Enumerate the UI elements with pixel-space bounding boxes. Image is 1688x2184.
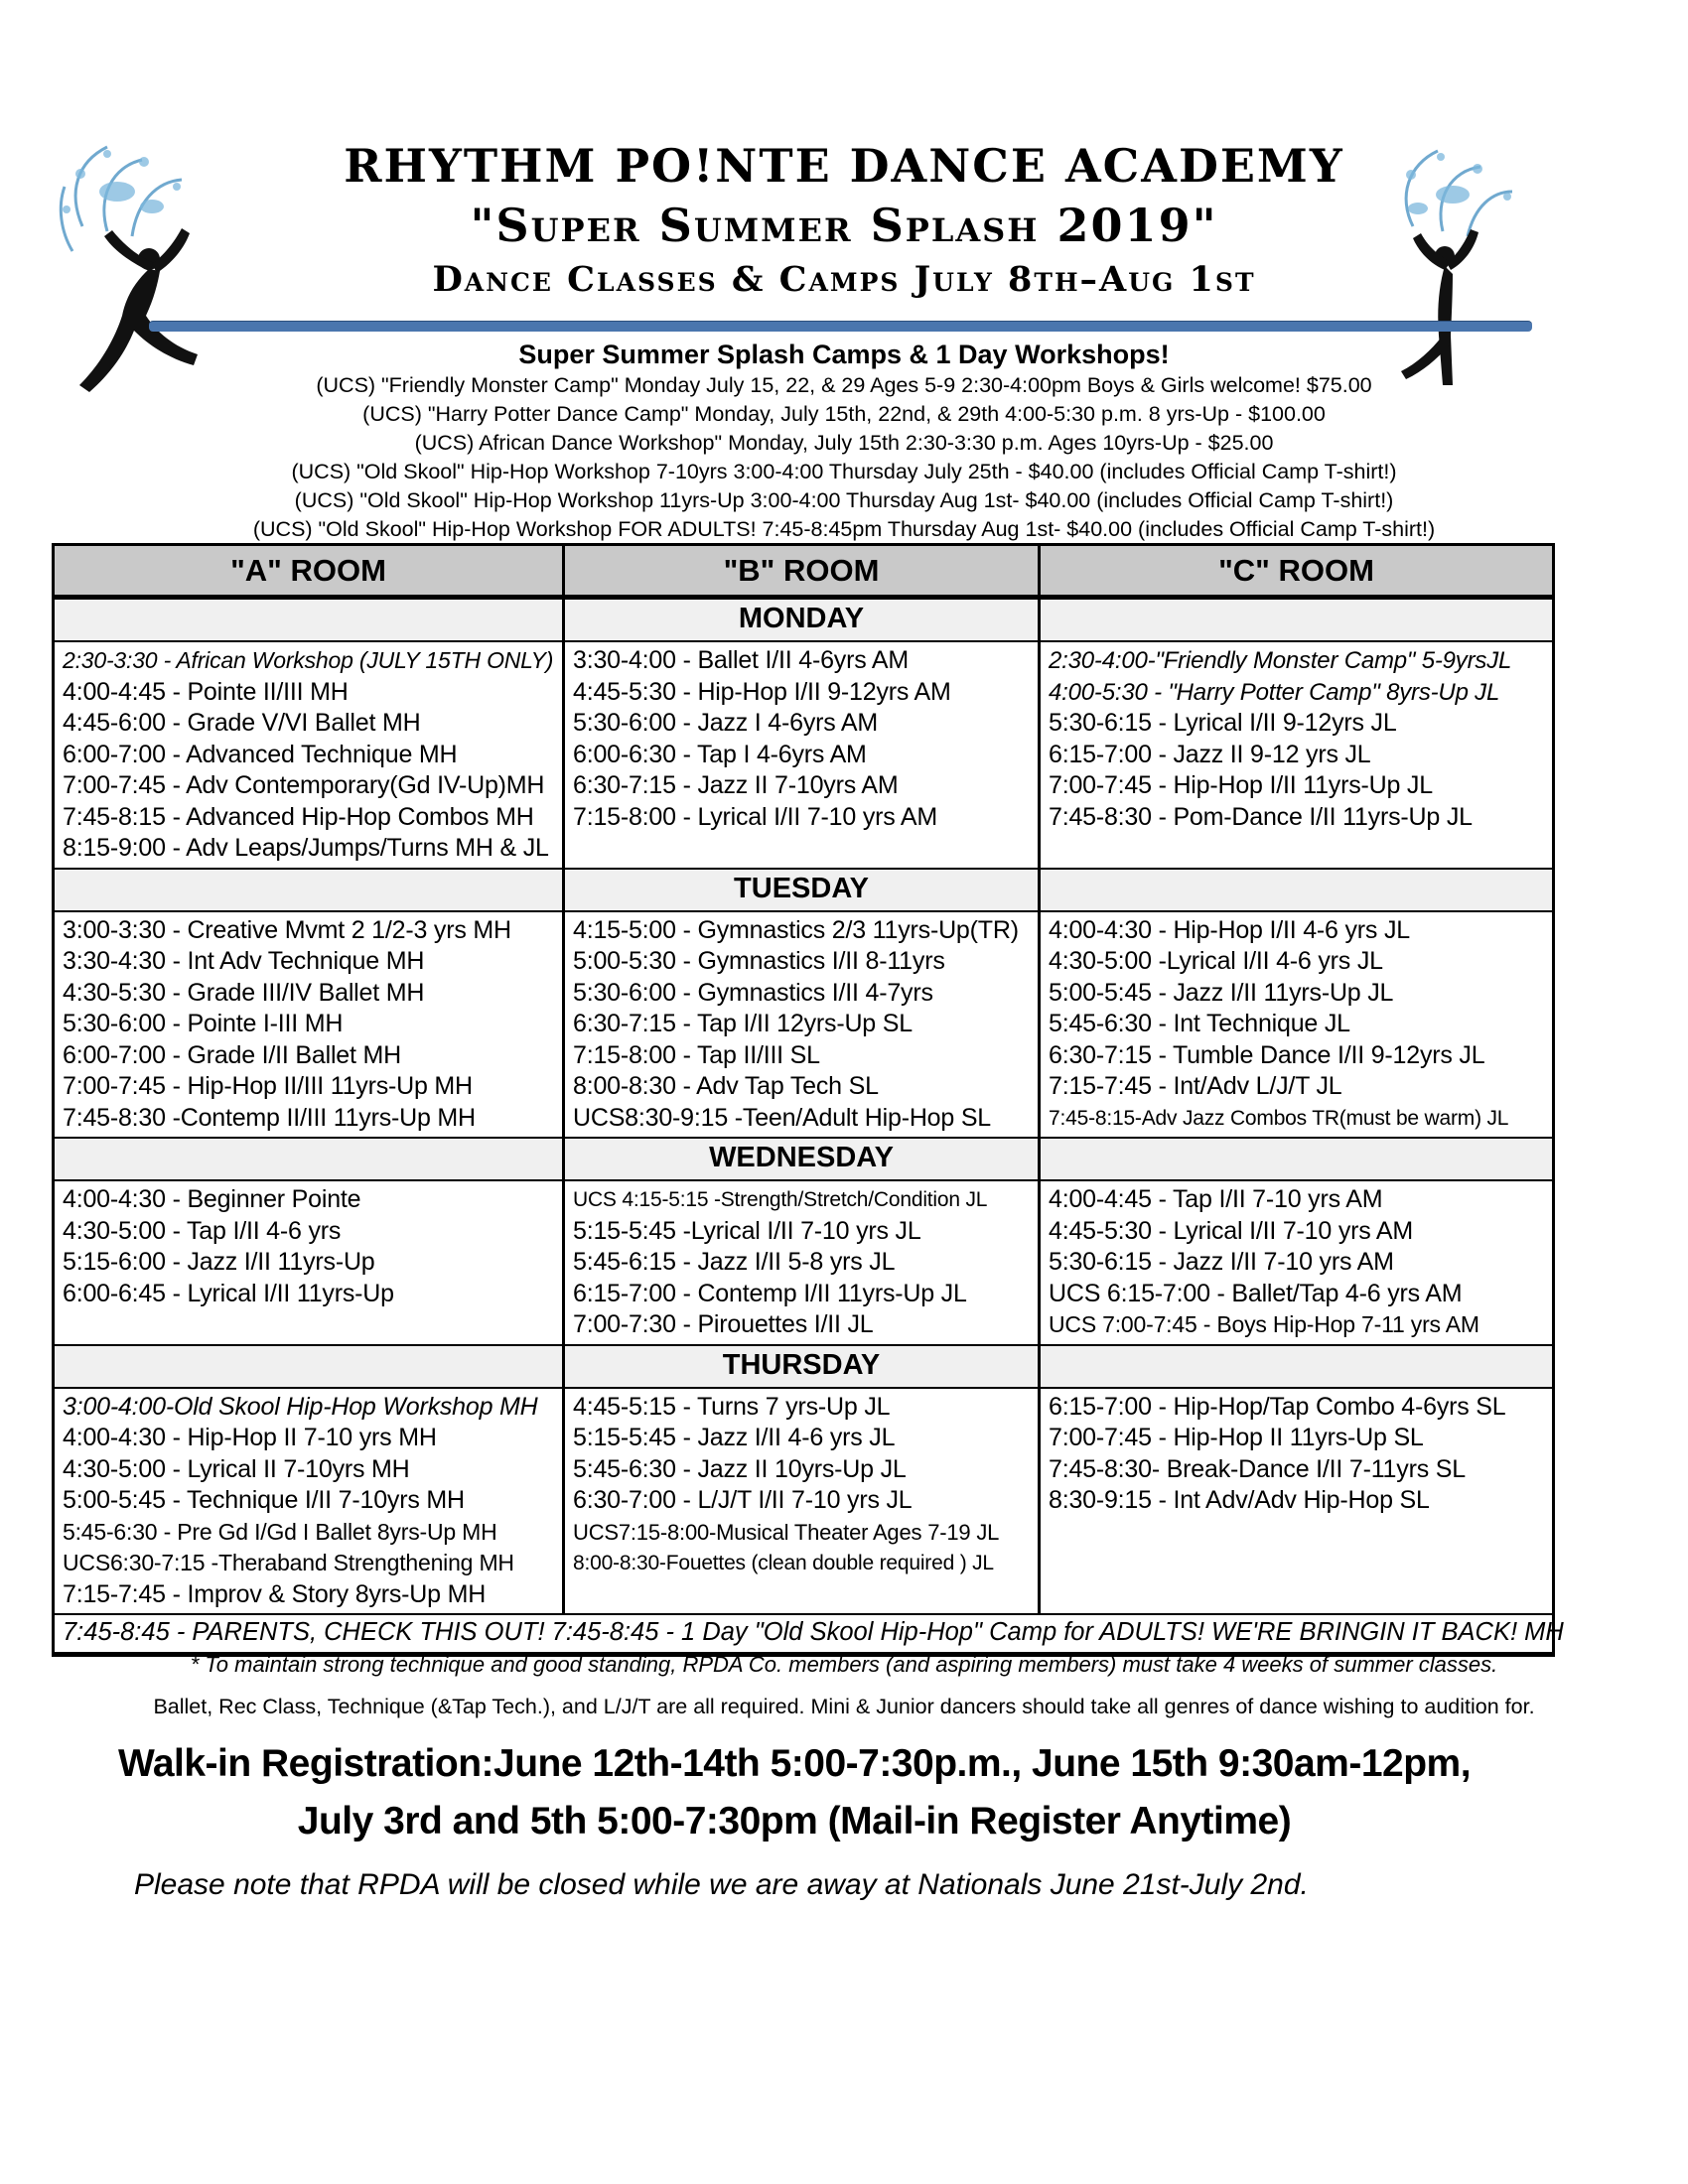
class-entry: 7:00-7:45 - Adv Contemporary(Gd IV-Up)MH [63,771,545,799]
class-entry: 4:45-5:15 - Turns 7 yrs-Up JL [573,1392,891,1421]
class-entry: 4:00-4:45 - Tap I/II 7-10 yrs AM [1049,1185,1383,1213]
camp-info-line: (UCS) "Old Skool" Hip-Hop Workshop FOR ADULTS! 7:45-8:45pm Thursday Aug 1st- $40.00 (includes Official Camp T-shirt!) [252,517,1436,541]
camp-info-line: (UCS) "Harry Potter Dance Camp" Monday, July 15th, 22nd, & 29th 4:00-5:30 p.m. 8 yrs-Up - $100.00 [362,402,1326,426]
class-entry: 5:15-5:45 - Jazz I/II 4-6 yrs JL [573,1424,896,1451]
registration-line-2: July 3rd and 5th 5:00-7:30pm (Mail-in Register Anytime) [297,1800,1292,1843]
room-cell [562,642,1038,868]
class-entry: 5:45-6:15 - Jazz I/II 5-8 yrs JL [573,1248,896,1276]
day-band-row [55,1137,1552,1181]
class-entry: 2:30-4:00-"Friendly Monster Camp" 5-9yrsJL [1049,647,1512,674]
class-entry: 2:30-3:30 - African Workshop (JULY 15TH ONLY) [63,647,554,673]
class-entry: 6:30-7:15 - Jazz II 7-10yrs AM [573,771,899,799]
class-entry: 5:30-6:15 - Lyrical I/II 9-12yrs JL [1049,709,1397,737]
class-entry: 4:30-5:00 - Lyrical II 7-10yrs MH [63,1454,410,1483]
class-entry: 4:00-4:45 - Pointe II/III MH [63,677,349,706]
room-cell [562,1181,1038,1344]
class-entry: 4:45-5:30 - Lyrical I/II 7-10 yrs AM [1049,1216,1414,1245]
class-entry: UCS6:30-7:15 -Theraband Strengthening MH [63,1550,514,1575]
flyer-subtitle: "Super Summer Splash 2019" [470,199,1218,252]
room-b-header: "B" ROOM [562,546,1038,598]
room-cell [55,642,562,868]
day-body-row [55,642,1552,868]
day-band-cell [55,598,562,642]
class-entry: 7:45-8:30 -Contemp II/III 11yrs-Up MH [63,1103,476,1132]
camps-info-section [0,338,1688,544]
class-entry: 5:30-6:00 - Pointe I-III MH [63,1010,344,1037]
class-entry: 4:15-5:00 - Gymnastics 2/3 11yrs-Up(TR) [573,915,1019,944]
day-band-row [55,1344,1552,1389]
day-band-row [55,598,1552,642]
divider-rule [149,321,1532,332]
room-a-header: "A" ROOM [55,546,562,598]
class-entry: 5:00-5:30 - Gymnastics I/II 8-11yrs [573,947,945,975]
class-entry: UCS7:15-8:00-Musical Theater Ages 7-19 JL [573,1519,1000,1545]
day-header-wednesday: WEDNESDAY [562,1137,1038,1181]
registration-line-1: Walk-in Registration:June 12th-14th 5:00-7:30p.m., June 15th 9:30am-12pm, [117,1742,1472,1785]
camps-heading: Super Summer Splash Camps & 1 Day Workshops! [518,340,1170,369]
footnotes [0,1650,1688,1721]
class-entry: 6:30-7:15 - Tap I/II 12yrs-Up SL [573,1010,913,1037]
room-cell [55,1389,562,1614]
class-entry: 6:00-7:00 - Advanced Technique MH [63,740,458,768]
day-band-cell [1038,1137,1552,1181]
class-entry: UCS8:30-9:15 -Teen/Adult Hip-Hop SL [573,1103,992,1132]
day-band-cell [1038,1344,1552,1389]
class-entry: 3:00-3:30 - Creative Mvmt 2 1/2-3 yrs MH [63,915,511,944]
class-entry: 7:00-7:45 - Hip-Hop II 11yrs-Up SL [1049,1424,1424,1451]
camp-info-line: (UCS) African Dance Workshop" Monday, July 15th 2:30-3:30 p.m. Ages 10yrs-Up - $25.00 [414,431,1274,455]
day-band-cell [55,1137,562,1181]
class-entry: 6:00-6:30 - Tap I 4-6yrs AM [573,740,867,768]
requirements-note: Ballet, Rec Class, Technique (&Tap Tech.), and L/J/T are all required. Mini & Junior dancers should take all genres of dance wishing to audition for. [153,1695,1535,1718]
day-band-row [55,868,1552,912]
camp-info-line: (UCS) "Old Skool" Hip-Hop Workshop 7-10yrs 3:00-4:00 Thursday July 25th - $40.00 (includes Official Camp T-shirt!) [291,460,1397,483]
class-entry: 5:45-6:30 - Int Technique JL [1049,1010,1350,1037]
day-header-tuesday: TUESDAY [562,868,1038,912]
class-entry: 4:45-5:30 - Hip-Hop I/II 9-12yrs AM [573,677,951,706]
class-entry: 5:45-6:30 - Jazz II 10yrs-Up JL [573,1454,907,1483]
room-cell [562,1389,1038,1614]
class-entry: 7:45-8:30 - Pom-Dance I/II 11yrs-Up JL [1049,802,1473,831]
header [0,137,1688,304]
class-entry: 4:00-4:30 - Hip-Hop I/II 4-6 yrs JL [1049,915,1410,944]
class-entry: 5:30-6:00 - Gymnastics I/II 4-7yrs [573,978,933,1007]
class-entry: 8:15-9:00 - Adv Leaps/Jumps/Turns MH & JL [63,834,549,862]
class-entry: 4:00-4:30 - Beginner Pointe [63,1185,361,1213]
class-entry: 4:00-5:30 - "Harry Potter Camp" 8yrs-Up JL [1049,678,1500,706]
class-entry: 4:30-5:00 -Lyrical I/II 4-6 yrs JL [1049,947,1383,975]
class-entry: 5:30-6:00 - Jazz I 4-6yrs AM [573,709,879,737]
class-entry: 3:00-4:00-Old Skool Hip-Hop Workshop MH [63,1392,538,1421]
class-entry: 6:00-7:00 - Grade I/II Ballet MH [63,1040,401,1069]
class-entry: 5:30-6:15 - Jazz I/II 7-10 yrs AM [1049,1248,1394,1276]
day-header-monday: MONDAY [562,598,1038,642]
class-entry: 7:45-8:15-Adv Jazz Combos TR(must be warm) JL [1049,1106,1509,1130]
class-entry: 5:00-5:45 - Technique I/II 7-10yrs MH [63,1486,465,1514]
closed-note: Please note that RPDA will be closed while we are away at Nationals June 21st-July 2nd. [134,1868,1309,1901]
class-entry: 3:30-4:30 - Int Adv Technique MH [63,947,425,975]
class-entry: 6:15-7:00 - Hip-Hop/Tap Combo 4-6yrs SL [1049,1392,1506,1421]
class-entry: 5:15-5:45 -Lyrical I/II 7-10 yrs JL [573,1216,921,1245]
day-body-row [55,912,1552,1138]
registration-info [55,1735,1534,1850]
class-entry: 5:00-5:45 - Jazz I/II 11yrs-Up JL [1049,978,1394,1007]
day-body-row [55,1181,1552,1344]
class-entry: 4:30-5:30 - Grade III/IV Ballet MH [63,978,425,1007]
class-entry: 6:00-6:45 - Lyrical I/II 11yrs-Up [63,1279,394,1307]
room-c-header: "C" ROOM [1038,546,1552,598]
day-header-thursday: THURSDAY [562,1344,1038,1389]
class-entry: 4:00-4:30 - Hip-Hop II 7-10 yrs MH [63,1424,437,1451]
class-entry: 4:45-6:00 - Grade V/VI Ballet MH [63,709,421,737]
class-entry: 7:15-8:00 - Tap II/III SL [573,1040,820,1069]
day-band-cell [1038,598,1552,642]
camps-lines [0,371,1688,544]
class-entry: 3:30-4:00 - Ballet I/II 4-6yrs AM [573,646,909,674]
class-entry: 5:45-6:30 - Pre Gd I/Gd I Ballet 8yrs-Up MH [63,1518,497,1545]
schedule-days [55,598,1552,1613]
class-entry: 4:30-5:00 - Tap I/II 4-6 yrs [63,1216,342,1245]
day-band-cell [55,868,562,912]
class-entry: 6:30-7:00 - L/J/T I/II 7-10 yrs JL [573,1486,913,1514]
class-entry: 6:15-7:00 - Contemp I/II 11yrs-Up JL [573,1279,967,1307]
academy-title: RHYTHM PO!NTE DANCE ACADEMY [344,139,1344,193]
class-entry: 8:00-8:30 - Adv Tap Tech SL [573,1072,879,1100]
class-entry: 7:15-8:00 - Lyrical I/II 7-10 yrs AM [573,802,938,831]
room-cell [1038,912,1552,1138]
room-cell [1038,1389,1552,1614]
class-entry: 6:30-7:15 - Tumble Dance I/II 9-12yrs JL [1049,1040,1485,1069]
parents-announcement-row: 7:45-8:45 - PARENTS, CHECK THIS OUT! 7:45-8:45 - 1 Day "Old Skool Hip-Hop" Camp for ADULTS! WE'RE BRINGIN IT BACK! MH [55,1613,1552,1652]
room-cell [55,912,562,1138]
room-header-row [55,546,1552,598]
class-entry: 7:15-7:45 - Improv & Story 8yrs-Up MH [63,1579,487,1608]
class-entry: 8:00-8:30-Fouettes (clean double required ) JL [573,1552,994,1574]
class-entry: 7:45-8:30- Break-Dance I/II 7-11yrs SL [1049,1454,1466,1483]
day-band-cell [55,1344,562,1389]
class-entry: 5:15-6:00 - Jazz I/II 11yrs-Up [63,1248,375,1276]
class-entry: UCS 7:00-7:45 - Boys Hip-Hop 7-11 yrs AM [1049,1311,1479,1337]
camp-info-line: (UCS) "Old Skool" Hip-Hop Workshop 11yrs-Up 3:00-4:00 Thursday Aug 1st- $40.00 (includes Official Camp T-shirt!) [294,488,1394,512]
class-entry: 7:00-7:45 - Hip-Hop I/II 11yrs-Up JL [1049,771,1433,799]
dates-line: Dance Classes & Camps July 8th–Aug 1st [432,259,1256,300]
day-body-row [55,1389,1552,1614]
schedule-table [52,543,1564,1657]
class-entry: 7:15-7:45 - Int/Adv L/J/T JL [1049,1072,1342,1100]
camp-info-line: (UCS) "Friendly Monster Camp" Monday July 15, 22, & 29 Ages 5-9 2:30-4:00pm Boys & Girls welcome! $75.00 [316,373,1372,397]
room-cell [1038,1181,1552,1344]
class-entry: 6:15-7:00 - Jazz II 9-12 yrs JL [1049,740,1371,768]
room-cell [562,912,1038,1138]
class-entry: UCS 6:15-7:00 - Ballet/Tap 4-6 yrs AM [1049,1279,1463,1307]
class-entry: 7:00-7:45 - Hip-Hop II/III 11yrs-Up MH [63,1072,473,1100]
room-cell [55,1181,562,1344]
class-entry: 7:00-7:30 - Pirouettes I/II JL [573,1310,874,1338]
class-entry: 8:30-9:15 - Int Adv/Adv Hip-Hop SL [1049,1486,1430,1514]
room-cell [1038,642,1552,868]
day-band-cell [1038,868,1552,912]
technique-note: * To maintain strong technique and good standing, RPDA Co. members (and aspiring members) must take 4 weeks of summer classes. [190,1652,1498,1677]
class-entry: 7:45-8:15 - Advanced Hip-Hop Combos MH [63,802,534,831]
class-entry: UCS 4:15-5:15 -Strength/Stretch/Condition JL [573,1188,988,1211]
